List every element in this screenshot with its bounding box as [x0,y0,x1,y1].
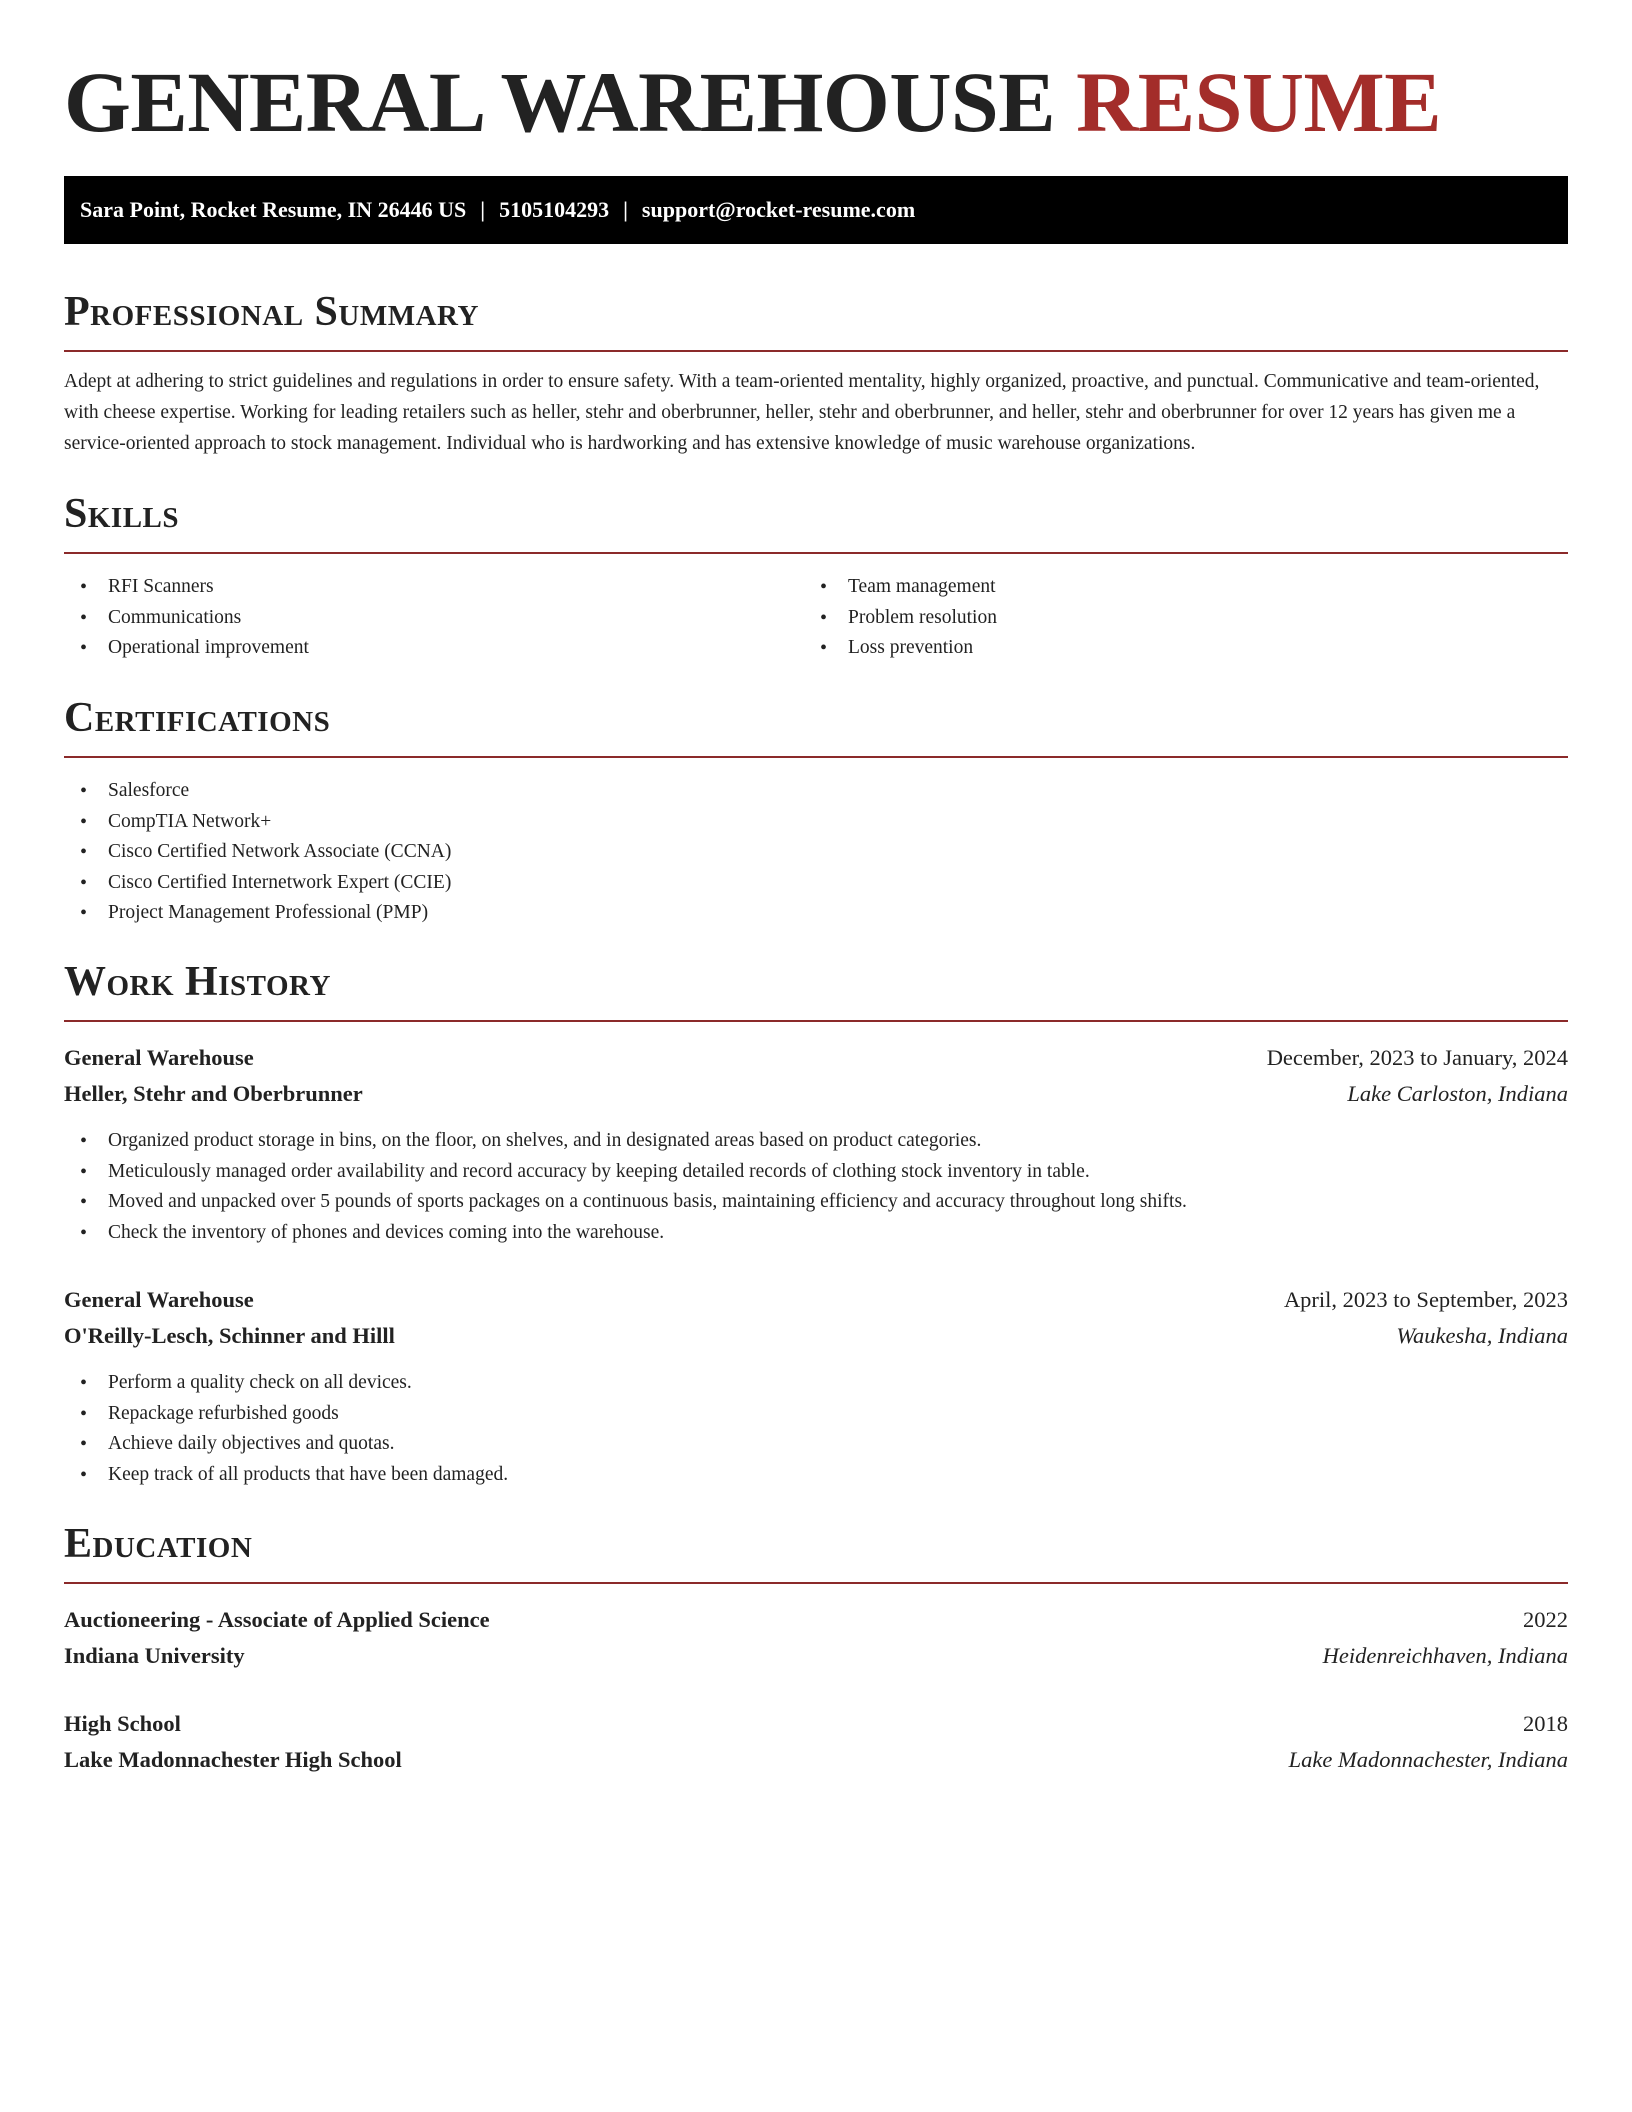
section-divider [64,756,1568,758]
job-duties-list [64,1126,1187,1248]
skill-item: • Loss prevention [804,633,997,664]
job-company: Heller, Stehr and Oberbrunner [64,1081,363,1106]
certifications-heading: Certifications [64,695,331,741]
job-dates: April, 2023 to September, 2023 [1283,1287,1568,1312]
job-title: General Warehouse [64,1287,254,1312]
job-dates: December, 2023 to January, 2024 [1266,1045,1568,1070]
education-location: Heidenreichhaven, Indiana [1322,1643,1568,1668]
certification-item: • Cisco Certified Network Associate (CCNA) [64,837,451,868]
contact-email: support@rocket-resume.com [641,197,916,222]
education-school: Lake Madonnachester High School [64,1747,402,1772]
contact-bar [64,176,1568,244]
job-header-row [64,1282,1568,1318]
job-title: General Warehouse [64,1045,254,1070]
skills-list-right [804,572,997,664]
certification-item: • Salesforce [64,776,451,807]
education-year: 2022 [1523,1607,1568,1632]
job-duty: • Organized product storage in bins, on the floor, on shelves, and in designated areas based on product categories. [64,1126,1187,1157]
job-company: O'Reilly-Lesch, Schinner and Hilll [64,1323,395,1348]
skill-item: • Team management [804,572,997,603]
work-history-heading: Work History [64,959,331,1005]
job-duty: • Moved and unpacked over 5 pounds of sports packages on a continuous basis, maintaining efficiency and accuracy throughout long shifts. [64,1187,1187,1218]
skill-item: • Operational improvement [64,633,309,664]
contact-separator: | [480,197,486,222]
skill-item: • RFI Scanners [64,572,309,603]
education-header-row [64,1706,1568,1742]
skills-heading: Skills [64,491,180,537]
job-duty: • Perform a quality check on all devices. [64,1368,508,1399]
skill-item: • Problem resolution [804,603,997,634]
job-location: Waukesha, Indiana [1396,1323,1568,1348]
education-school: Indiana University [64,1643,245,1668]
job-location: Lake Carloston, Indiana [1347,1081,1568,1106]
job-duty: • Repackage refurbished goods [64,1399,508,1430]
education-degree: High School [64,1711,181,1736]
education-school-row [64,1638,1568,1674]
skills-list-left [64,572,309,664]
summary-text: Adept at adhering to strict guidelines and regulations in order to ensure safety. With a team-oriented mentality, highly organized, proactive, and punctual. Communicative and team-oriented, with cheese expertise. Working for leading retailers such as heller, stehr and oberbrunner, heller, stehr and oberbrunner, and heller, stehr and oberbrunner for over 12 years has given me a service-oriented approach to stock management. Individual who is hardworking and has extensive knowledge of music warehouse organizations. [64,371,1540,454]
section-divider [64,1582,1568,1584]
job-duty: • Meticulously managed order availability and record accuracy by keeping detailed records of clothing stock inventory in table. [64,1157,1187,1188]
title-main: GENERAL WAREHOUSE [64,54,1056,150]
title-accent: RESUME [1076,54,1442,150]
contact-phone: 5105104293 [499,197,610,222]
education-school-row [64,1742,1568,1778]
resume-title [64,0,1568,152]
contact-separator: | [623,197,628,222]
job-header-row [64,1040,1568,1076]
job-duty: • Check the inventory of phones and devices coming into the warehouse. [64,1218,1187,1249]
skill-item: • Communications [64,603,309,634]
certification-item: • Project Management Professional (PMP) [64,898,451,929]
section-divider [64,1020,1568,1022]
education-header-row [64,1602,1568,1638]
job-duty: • Keep track of all products that have been damaged. [64,1460,508,1491]
education-location: Lake Madonnachester, Indiana [1288,1747,1568,1772]
certifications-list [64,776,451,929]
job-company-row [64,1076,1568,1112]
education-degree: Auctioneering - Associate of Applied Science [64,1607,490,1632]
certification-item: • Cisco Certified Internetwork Expert (CCIE) [64,868,451,899]
job-duty: • Achieve daily objectives and quotas. [64,1429,508,1460]
education-heading: Education [64,1521,253,1567]
job-duties-list [64,1368,508,1490]
certification-item: • CompTIA Network+ [64,807,451,838]
section-divider [64,350,1568,352]
summary-heading: Professional Summary [64,289,479,335]
resume-page [64,0,1568,1772]
contact-address: Sara Point, Rocket Resume, IN 26446 US [80,197,467,222]
job-company-row [64,1318,1568,1354]
section-divider [64,552,1568,554]
education-year: 2018 [1523,1711,1568,1736]
